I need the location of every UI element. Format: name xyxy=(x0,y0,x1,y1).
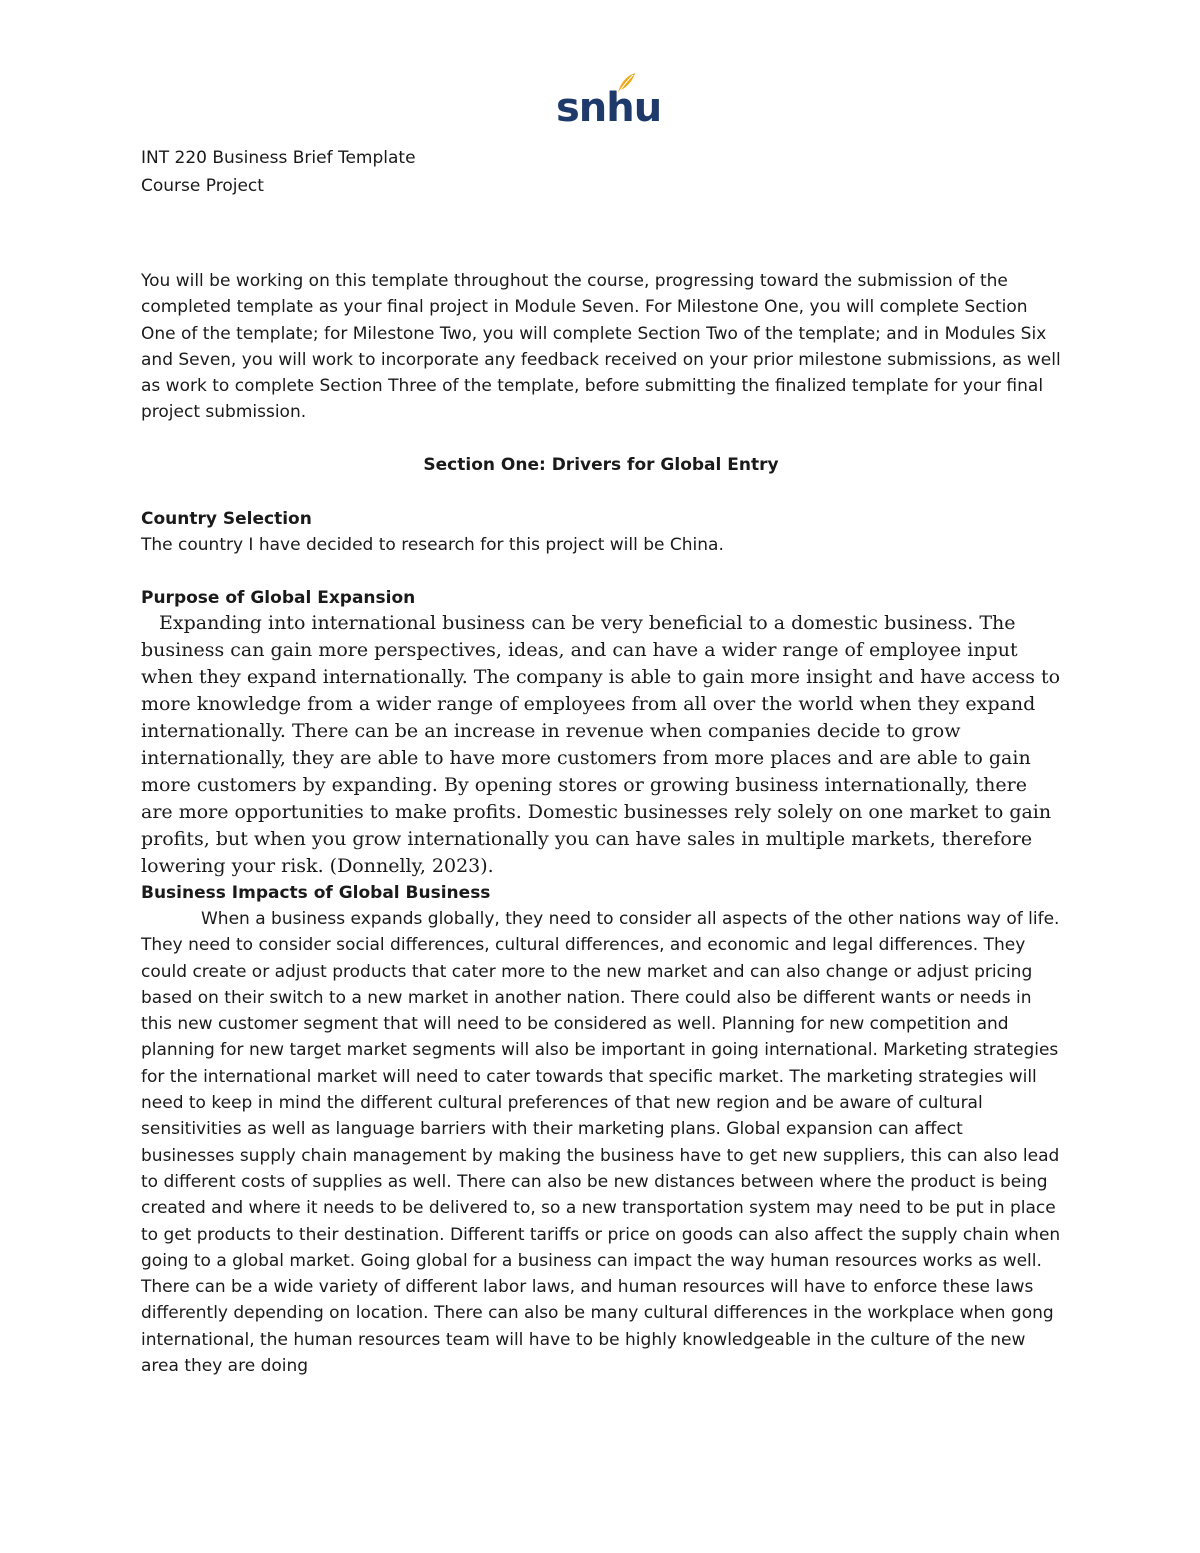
impacts-heading: Business Impacts of Global Business xyxy=(141,883,491,903)
purpose-text: Expanding into international business can be very beneficial to a domestic business. The business can gain more perspectives, ideas, and can have a wider range of employee input when they expand internationally. The company is able to gain more insight and have access to more knowledge from a wider range of employees from all over the world when they expand internationally. There can be an increase in revenue when companies decide to grow internationally, they are able to have more customers from more places and are able to gain more customers by expanding. By opening stores or growing business internationally, there are more opportunities to make profits. Domestic businesses rely solely on one market to gain profits, but when you grow internationally you can have sales in multiple markets, therefore lowering your risk. (Donnelly, 2023). xyxy=(141,612,1061,877)
snhu-logo xyxy=(556,72,662,134)
section-one-title: Section One: Drivers for Global Entry xyxy=(423,455,779,475)
document-header xyxy=(141,144,1061,200)
intro-paragraph xyxy=(141,268,1061,426)
country-selection-heading: Country Selection xyxy=(141,509,312,529)
country-selection-text: The country I have decided to research for this project will be China. xyxy=(141,535,724,555)
logo-wordmark: snhu xyxy=(556,85,662,131)
template-title: INT 220 Business Brief Template xyxy=(141,148,416,168)
purpose-heading: Purpose of Global Expansion xyxy=(141,588,416,608)
template-subtitle: Course Project xyxy=(141,176,264,196)
impacts-text: When a business expands globally, they need to consider all aspects of the other nations way of life. They need to consider social differences, cultural differences, and economic and legal differences. They could create or adjust products that cater more to the new market and can also change or adjust pricing based on their switch to a new market in another nation. There could also be different wants or needs in this new customer segment that will need to be considered as well. Planning for new competition and planning for new target market segments will also be important in going international. Marketing strategies for the international market will need to cater towards that specific market. The marketing strategies will need to keep in mind the different cultural preferences of that new region and be aware of cultural sensitivities as well as language barriers with their marketing plans. Global expansion can affect businesses supply chain management by making the business have to get new suppliers, this can also lead to different costs of supplies as well. There can also be new distances between where the product is being created and where it needs to be delivered to, so a new transportation system may need to be put in place to get products to their destination. Different tariffs or price on goods can also affect the supply chain when going to a global market. Going global for a business can impact the way human resources works as well. There can be a wide variety of different labor laws, and human resources will have to enforce these laws differently depending on location. There can also be many cultural differences in the workplace when gong international, the human resources team will have to be highly knowledgeable in the culture of the new area they are doing xyxy=(141,909,1061,1377)
intro-text: You will be working on this template throughout the course, progressing toward the submission of the completed template as your final project in Module Seven. For Milestone One, you will complete Section One of the template; for Milestone Two, you will complete Section Two of the template; and in Modules Six and Seven, you will work to incorporate any feedback received on your prior milestone submissions, as well as work to complete Section Three of the template, before submitting the finalized template for your final project submission. xyxy=(141,271,1061,423)
